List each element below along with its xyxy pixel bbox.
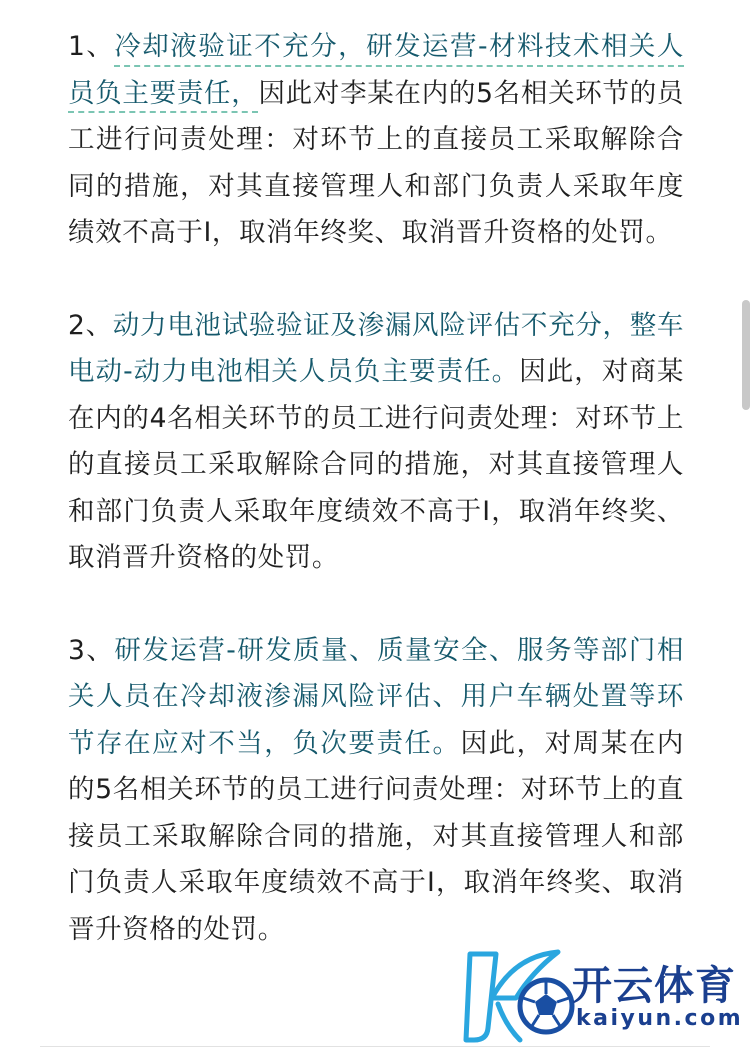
watermark-domain: kaiyun.com (576, 1006, 744, 1031)
paragraph-2 (68, 303, 684, 582)
watermark-logo (462, 946, 748, 1046)
paragraph-3 (68, 628, 684, 954)
paragraph-1-highlight[interactable]: 冷却液验证不充分，研发运营-材料技术相关人员负主要责任， (68, 31, 684, 109)
paragraph-3-number: 3、 (68, 634, 115, 666)
paragraph-3-highlight: 研发运营-研发质量、质量安全、服务等部门相关人员在冷却液渗漏风险评估、用户车辆处置等环节存在应对不当，负次要责任。 (68, 634, 684, 759)
paragraph-1-number: 1、 (68, 31, 115, 62)
paragraph-1 (68, 24, 684, 257)
paragraph-3-text: 因此，对周某在内的5名相关环节的员工进行问责处理：对环节上的直接员工采取解除合同的措施，对其直接管理人和部门负责人采取年度绩效不高于I，取消年终奖、取消晋升资格的处罚。 (68, 727, 684, 945)
watermark-brand-name: 开云体育 (572, 963, 736, 1009)
paragraph-1-text: 因此对李某在内的5名相关环节的员工进行问责处理：对环节上的直接员工采取解除合同的措施，对其直接管理人和部门负责人采取年度绩效不高于I，取消年终奖、取消晋升资格的处罚。 (68, 77, 685, 248)
paragraph-2-text: 因此，对商某在内的4名相关环节的员工进行问责处理：对环节上的直接员工采取解除合同的措施，对其直接管理人和部门负责人采取年度绩效不高于I，取消年终奖、取消晋升资格的处罚。 (68, 356, 684, 573)
kaiyun-emblem-icon (462, 946, 582, 1046)
article-body (68, 24, 684, 953)
paragraph-2-highlight: 动力电池试验验证及渗漏风险评估不充分，整车电动-动力电池相关人员负主要责任。 (68, 309, 684, 387)
paragraph-2-number: 2、 (68, 309, 113, 341)
scrollbar[interactable] (742, 300, 750, 410)
bottom-divider (40, 1046, 710, 1047)
